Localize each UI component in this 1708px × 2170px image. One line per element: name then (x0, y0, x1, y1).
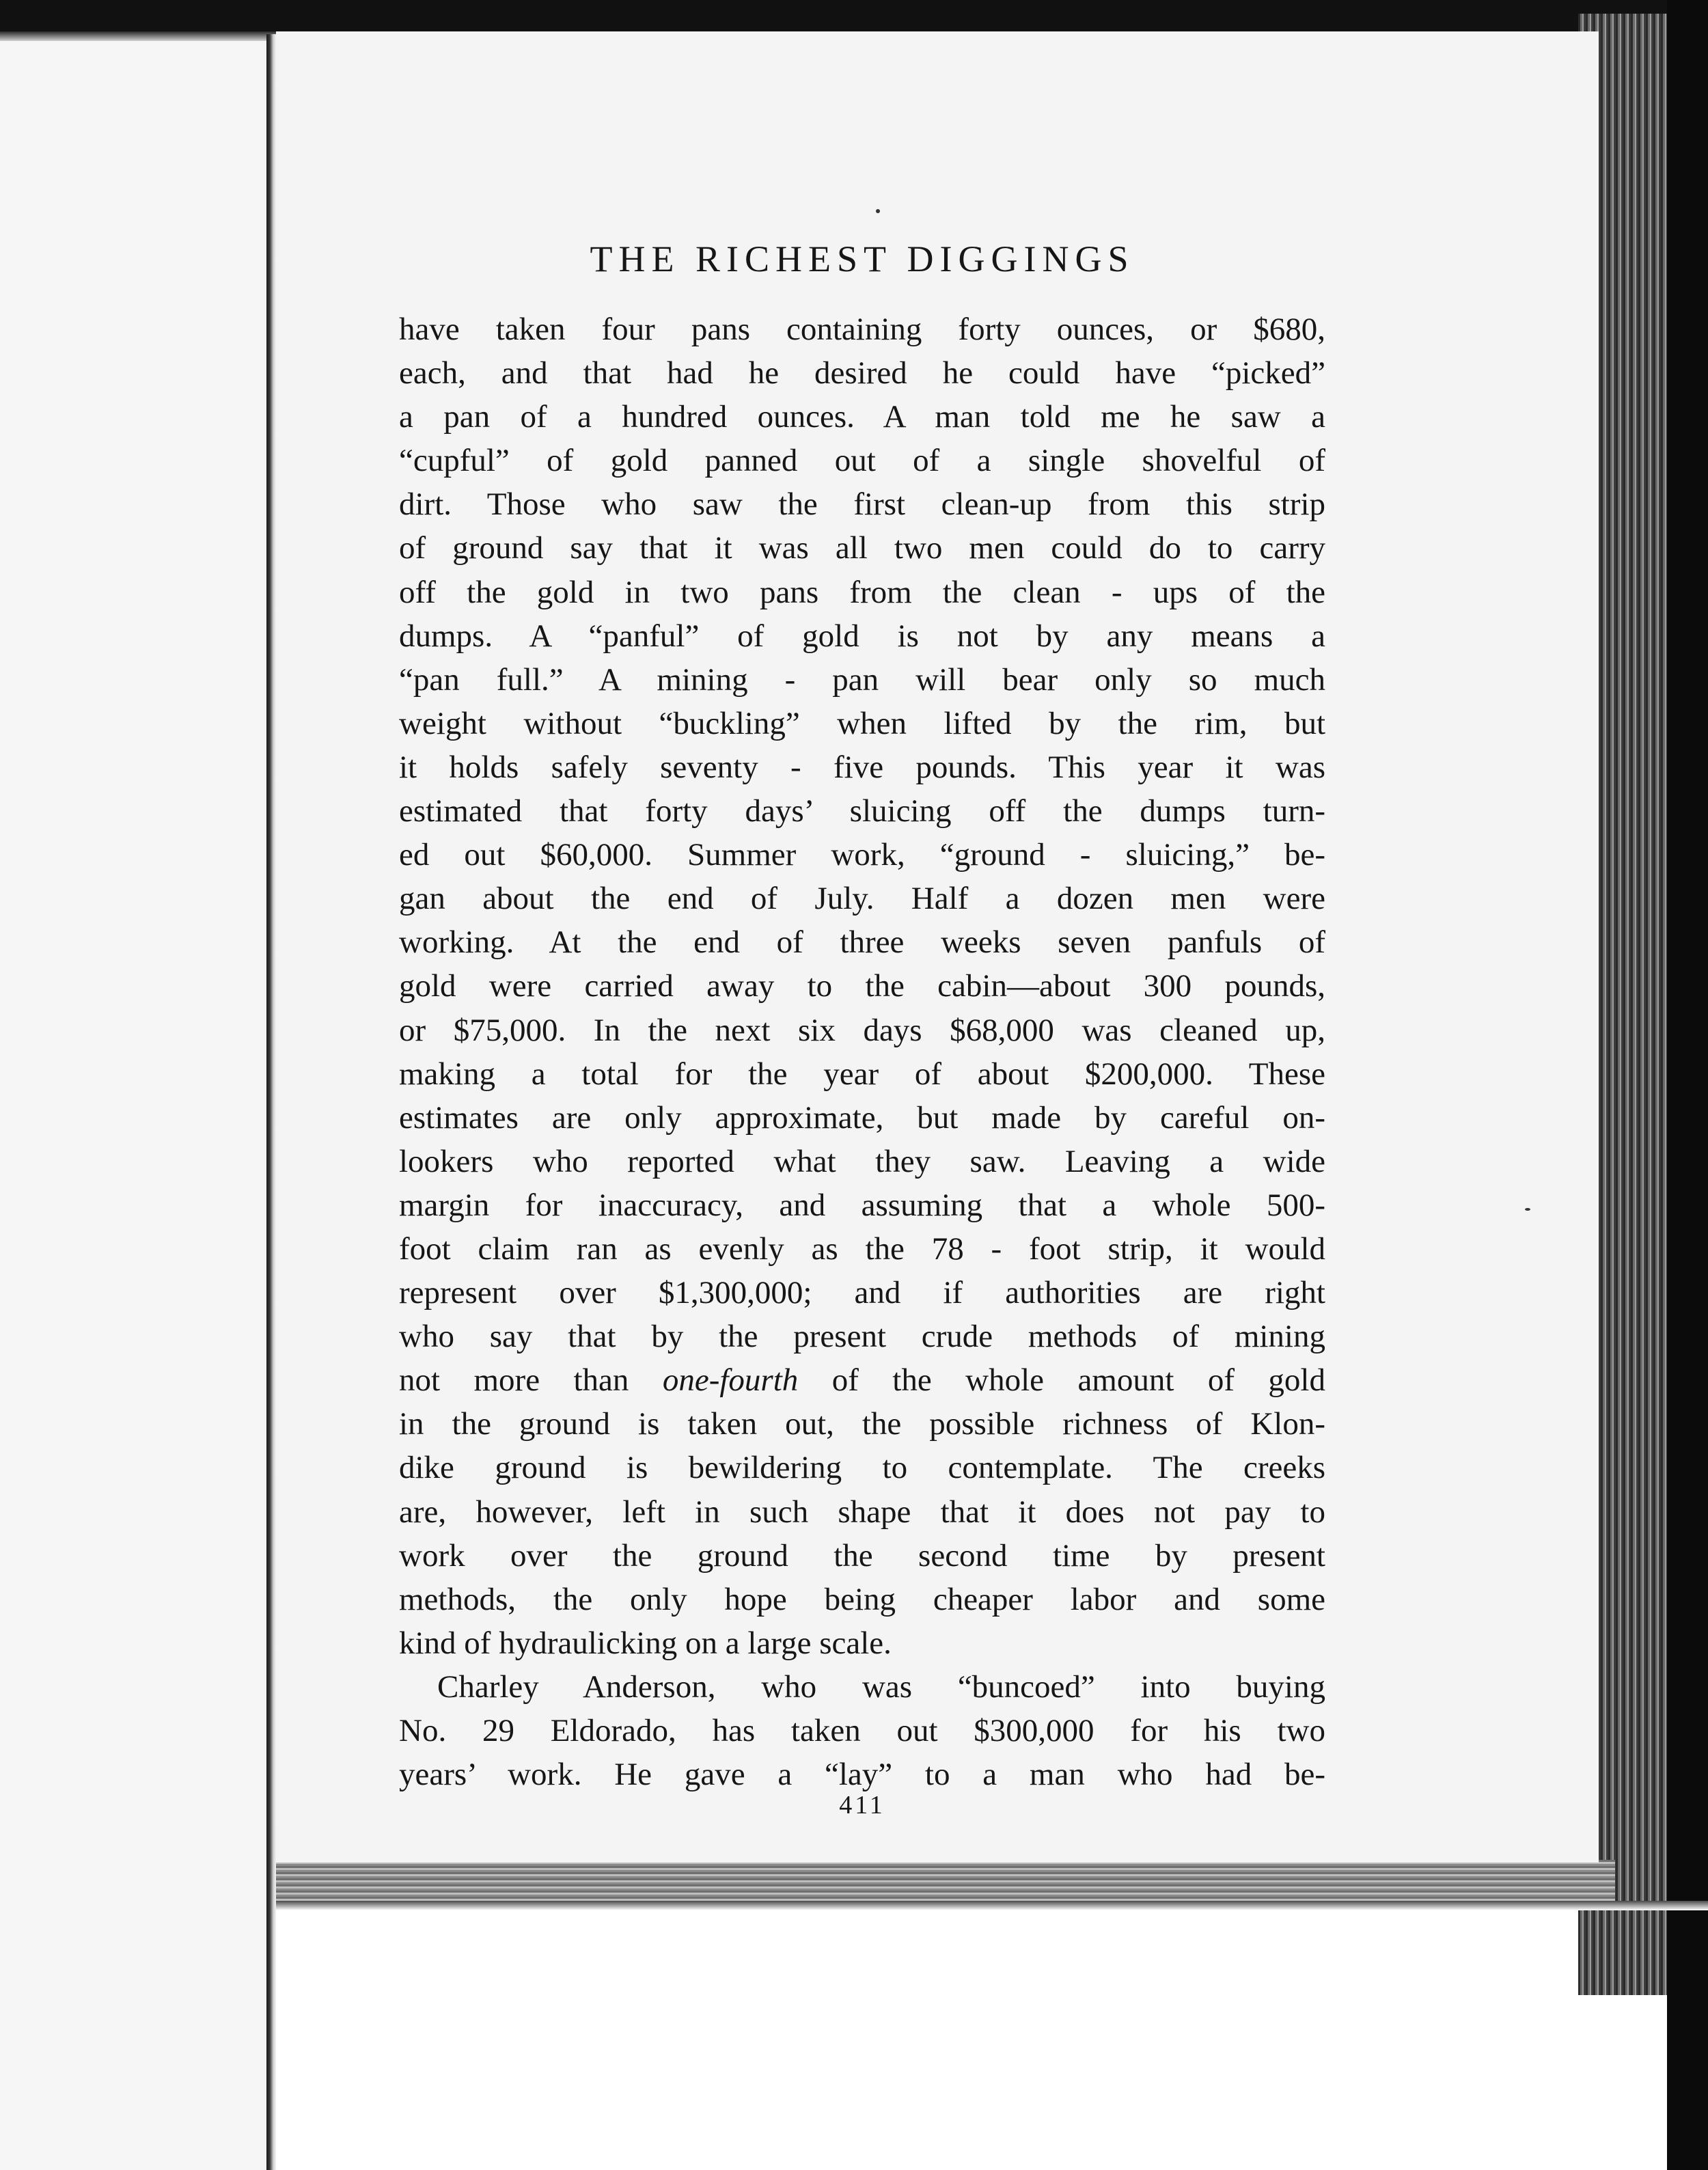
text-line: margin for inaccuracy, and assuming that a whole 500- (399, 1187, 1325, 1223)
text-line: estimates are only approximate, but made by careful on- (399, 1099, 1325, 1136)
bottom-shadow (276, 1901, 1708, 1910)
scan-right-border (1667, 0, 1708, 2170)
text-line: represent over $1,300,000; and if authorities are right (399, 1275, 1325, 1311)
text-line: of ground say that it was all two men could do to carry (399, 530, 1325, 566)
text-line: making a total for the year of about $200,000. These (399, 1056, 1325, 1092)
text-line: dike ground is bewildering to contemplate. The creeks (399, 1450, 1325, 1486)
text-line: not more than one-fourth of the whole amount of gold (399, 1362, 1325, 1399)
text-line: lookers who reported what they saw. Leaving a wide (399, 1143, 1325, 1179)
text-line: in the ground is taken out, the possible richness of Klon- (399, 1406, 1325, 1442)
page-number: 411 (839, 1791, 885, 1819)
text-line: off the gold in two pans from the clean - ups of the (399, 574, 1325, 610)
text-line: a pan of a hundred ounces. A man told me he saw a (399, 399, 1325, 435)
text-line: working. At the end of three weeks seven panfuls of (399, 924, 1325, 961)
text-line: are, however, left in such shape that it does not pay to (399, 1494, 1325, 1530)
text-line: “pan full.” A mining - pan will bear only so much (399, 661, 1325, 698)
text-line: “cupful” of gold panned out of a single shovelful of (399, 443, 1325, 479)
text-line: each, and that had he desired he could have “picked” (399, 355, 1325, 392)
speck-mark (876, 209, 880, 213)
running-head: THE RICHEST DIGGINGS (590, 238, 1135, 279)
text-line: dirt. Those who saw the first clean-up from this strip (399, 486, 1325, 523)
bottom-page-edges (276, 1860, 1615, 1901)
text-line: kind of hydraulicking on a large scale. (399, 1625, 892, 1661)
text-line: dumps. A “panful” of gold is not by any means a (399, 618, 1325, 654)
text-line: gan about the end of July. Half a dozen men were (399, 881, 1325, 917)
text-line: years’ work. He gave a “lay” to a man who had be- (399, 1757, 1325, 1793)
text-line: Charley Anderson, who was “buncoed” into buying (437, 1668, 1325, 1705)
body-text (399, 307, 1325, 1796)
text-line: weight without “buckling” when lifted by the rim, but (399, 705, 1325, 741)
scan-top-border (0, 0, 1708, 31)
text-line: who say that by the present crude methods of mining (399, 1319, 1325, 1355)
text-line: or $75,000. In the next six days $68,000 was cleaned up, (399, 1012, 1325, 1048)
text-line: gold were carried away to the cabin—about 300 pounds, (399, 968, 1325, 1004)
text-line: foot claim ran as evenly as the 78 - foot strip, it would (399, 1231, 1325, 1267)
text-line: No. 29 Eldorado, has taken out $300,000 for his two (399, 1713, 1325, 1748)
left-blank-page (0, 41, 267, 2170)
text-line: have taken four pans containing forty ounces, or $680, (399, 312, 1325, 347)
speck-mark (1525, 1208, 1530, 1211)
book-gutter (266, 34, 276, 2170)
text-line: methods, the only hope being cheaper labor and some (399, 1581, 1325, 1617)
text-line: ed out $60,000. Summer work, “ground - sluicing,” be- (399, 837, 1325, 873)
italic-emphasis: one-fourth (662, 1362, 799, 1399)
text-line: work over the ground the second time by present (399, 1537, 1325, 1574)
text-line: it holds safely seventy - five pounds. This year it was (399, 749, 1325, 785)
text-line: estimated that forty days’ sluicing off the dumps turn- (399, 793, 1325, 829)
